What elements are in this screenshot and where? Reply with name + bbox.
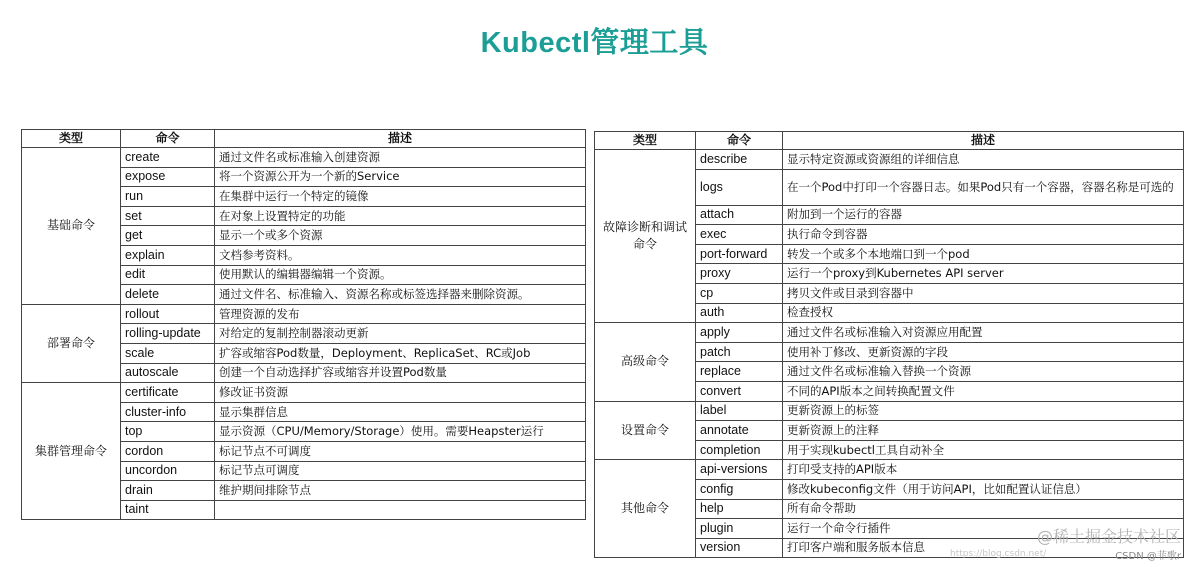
command-name: create (121, 148, 215, 168)
command-description: 使用补丁修改、更新资源的字段 (783, 342, 1184, 362)
table-header-row (595, 132, 1184, 150)
command-name: cordon (121, 441, 215, 461)
command-category: 其他命令 (595, 460, 696, 558)
command-name: expose (121, 167, 215, 187)
command-description: 执行命令到容器 (783, 225, 1184, 245)
command-category: 集群管理命令 (22, 383, 121, 520)
command-description: 转发一个或多个本地端口到一个pod (783, 244, 1184, 264)
command-name: autoscale (121, 363, 215, 383)
command-name: auth (696, 303, 783, 323)
command-header: 命令 (696, 132, 783, 150)
command-name: uncordon (121, 461, 215, 481)
basic-commands-table (21, 129, 586, 520)
type-header: 类型 (22, 130, 121, 148)
command-category: 设置命令 (595, 401, 696, 460)
table-header-row (22, 130, 586, 148)
command-description: 显示集群信息 (215, 402, 586, 422)
command-name: certificate (121, 383, 215, 403)
command-description: 检查授权 (783, 303, 1184, 323)
command-name: top (121, 422, 215, 442)
command-name: patch (696, 342, 783, 362)
command-description: 将一个资源公开为一个新的Service (215, 167, 586, 187)
command-description: 通过文件名或标准输入对资源应用配置 (783, 323, 1184, 343)
command-description: 不同的API版本之间转换配置文件 (783, 381, 1184, 401)
command-name: config (696, 479, 783, 499)
command-description: 在一个Pod中打印一个容器日志。如果Pod只有一个容器，容器名称是可选的 (783, 169, 1184, 205)
command-name: edit (121, 265, 215, 285)
command-description: 扩容或缩容Pod数量，Deployment、ReplicaSet、RC或Job (215, 343, 586, 363)
command-name: run (121, 187, 215, 207)
command-category: 部署命令 (22, 304, 121, 382)
type-header: 类型 (595, 132, 696, 150)
command-description: 管理资源的发布 (215, 304, 586, 324)
command-description: 运行一个命令行插件 (783, 519, 1184, 539)
command-description: 通过文件名或标准输入替换一个资源 (783, 362, 1184, 382)
command-name: convert (696, 381, 783, 401)
command-name: annotate (696, 421, 783, 441)
command-description: 附加到一个运行的容器 (783, 205, 1184, 225)
command-description: 打印客户端和服务版本信息 (783, 538, 1184, 558)
command-header: 命令 (121, 130, 215, 148)
command-name: apply (696, 323, 783, 343)
command-name: proxy (696, 264, 783, 284)
watermark-sub: CSDN @菲歌r (1115, 551, 1181, 562)
command-name: cluster-info (121, 402, 215, 422)
watermark-url: https://blog.csdn.net/ (950, 549, 1047, 559)
command-name: rollout (121, 304, 215, 324)
command-description: 文档参考资料。 (215, 245, 586, 265)
table-row (22, 148, 586, 168)
command-category: 基础命令 (22, 148, 121, 305)
command-name: delete (121, 285, 215, 305)
table-row (595, 460, 1184, 480)
command-name: cp (696, 283, 783, 303)
command-name: describe (696, 150, 783, 170)
watermark-main: @稀土掘金技术社区 (1036, 527, 1181, 546)
command-description: 显示特定资源或资源组的详细信息 (783, 150, 1184, 170)
command-description: 用于实现kubectl工具自动补全 (783, 440, 1184, 460)
advanced-commands-table (594, 131, 1184, 558)
command-description: 更新资源上的标签 (783, 401, 1184, 421)
table-row (595, 323, 1184, 343)
command-description: 标记节点不可调度 (215, 441, 586, 461)
command-description: 所有命令帮助 (783, 499, 1184, 519)
command-description: 对给定的复制控制器滚动更新 (215, 324, 586, 344)
command-name: exec (696, 225, 783, 245)
command-description: 打印受支持的API版本 (783, 460, 1184, 480)
command-description (215, 500, 586, 520)
command-description: 标记节点可调度 (215, 461, 586, 481)
command-description: 在对象上设置特定的功能 (215, 206, 586, 226)
command-name: plugin (696, 519, 783, 539)
command-name: port-forward (696, 244, 783, 264)
command-description: 在集群中运行一个特定的镜像 (215, 187, 586, 207)
command-description: 使用默认的编辑器编辑一个资源。 (215, 265, 586, 285)
command-category: 高级命令 (595, 323, 696, 401)
page-title: Kubectl管理工具 (480, 27, 709, 59)
command-description: 通过文件名或标准输入创建资源 (215, 148, 586, 168)
command-name: explain (121, 245, 215, 265)
command-description: 修改证书资源 (215, 383, 586, 403)
command-description: 显示资源（CPU/Memory/Storage）使用。需要Heapster运行 (215, 422, 586, 442)
command-name: help (696, 499, 783, 519)
command-name: replace (696, 362, 783, 382)
command-description: 创建一个自动选择扩容或缩容并设置Pod数量 (215, 363, 586, 383)
description-header: 描述 (215, 130, 586, 148)
command-name: label (696, 401, 783, 421)
command-name: set (121, 206, 215, 226)
command-description: 维护期间排除节点 (215, 481, 586, 501)
command-description: 通过文件名、标准输入、资源名称或标签选择器来删除资源。 (215, 285, 586, 305)
table-row (595, 150, 1184, 170)
command-name: get (121, 226, 215, 246)
description-header: 描述 (783, 132, 1184, 150)
command-name: completion (696, 440, 783, 460)
watermark (1037, 524, 1181, 562)
command-description: 修改kubeconfig文件（用于访问API，比如配置认证信息） (783, 479, 1184, 499)
table-row (22, 304, 586, 324)
command-category: 故障诊断和调试命令 (595, 150, 696, 323)
command-name: drain (121, 481, 215, 501)
command-name: taint (121, 500, 215, 520)
command-name: attach (696, 205, 783, 225)
command-name: api-versions (696, 460, 783, 480)
command-name: rolling-update (121, 324, 215, 344)
command-name: logs (696, 169, 783, 205)
command-name: version (696, 538, 783, 558)
table-row (595, 401, 1184, 421)
command-name: scale (121, 343, 215, 363)
command-description: 拷贝文件或目录到容器中 (783, 283, 1184, 303)
command-description: 更新资源上的注释 (783, 421, 1184, 441)
command-description: 显示一个或多个资源 (215, 226, 586, 246)
command-description: 运行一个proxy到Kubernetes API server (783, 264, 1184, 284)
table-row (22, 383, 586, 403)
